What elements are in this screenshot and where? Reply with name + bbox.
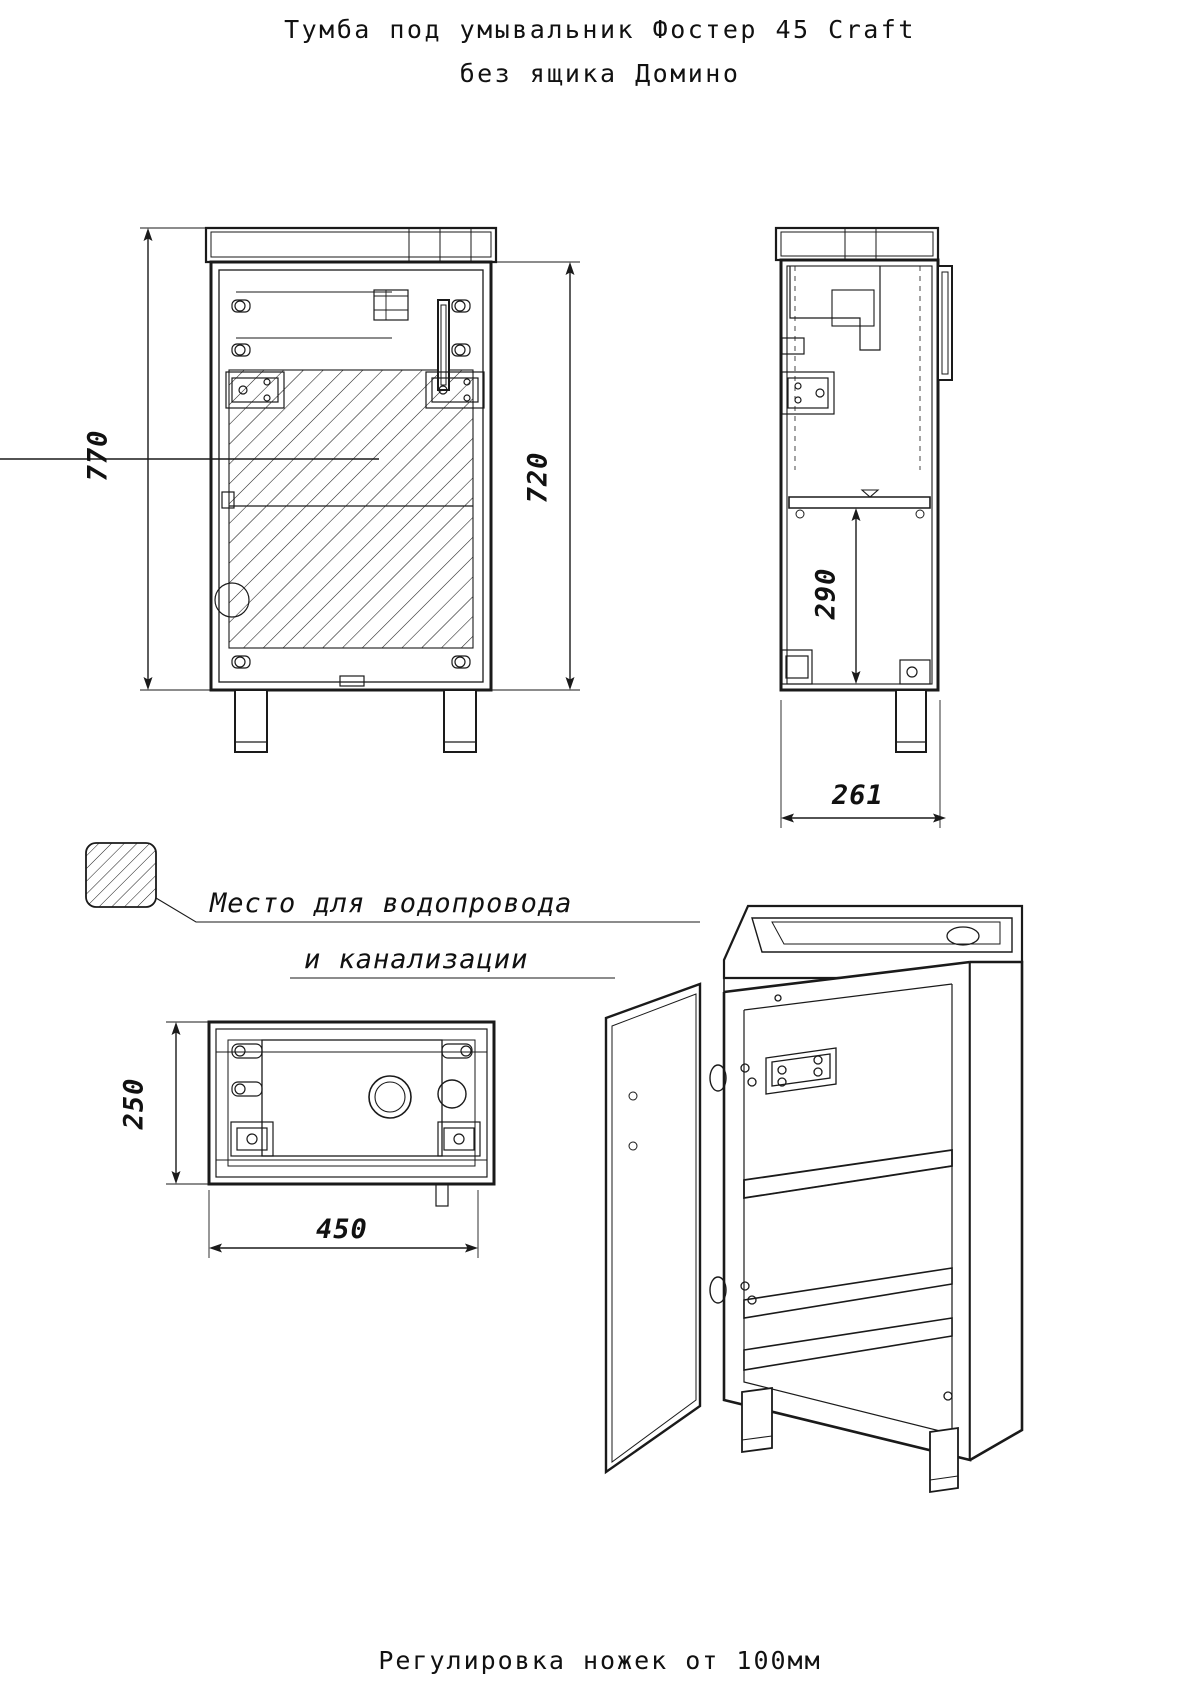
dimension-label-width: 450 (316, 1214, 368, 1245)
front-view (0, 228, 580, 752)
side-view (776, 228, 952, 828)
dimension-label-cabinet-height: 720 (522, 451, 554, 504)
dimension-label-overall-height: 770 (82, 429, 114, 482)
callout-text-line-2: и канализации (304, 944, 529, 975)
dimension-label-depth: 261 (832, 780, 884, 811)
footer-note: Регулировка ножек от 100мм (378, 1646, 822, 1675)
title-line-2: без ящика Домино (459, 59, 741, 88)
title-line-1: Тумба под умывальник Фостер 45 Craft (284, 15, 916, 44)
callout-text-line-1: Место для водопровода (210, 888, 573, 919)
dimension-label-depth-top: 250 (118, 1077, 150, 1130)
iso-view (606, 906, 1022, 1492)
dimension-label-shelf-height: 290 (810, 567, 842, 620)
